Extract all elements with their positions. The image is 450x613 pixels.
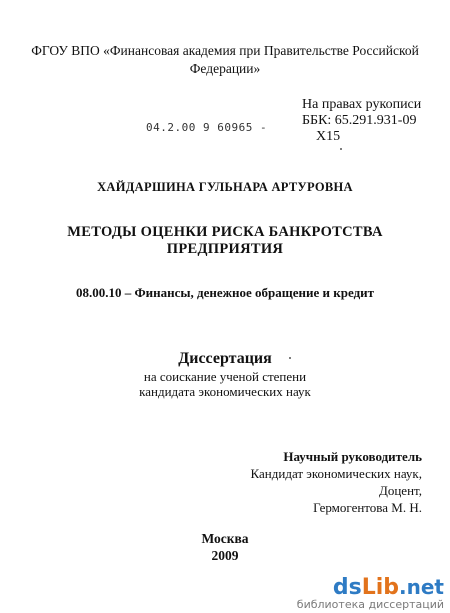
- supervisor-degree: Кандидат экономических наук,: [250, 466, 422, 481]
- scan-speck: [289, 357, 291, 359]
- archive-stamp: 04.2.00 9 60965 -: [146, 121, 268, 134]
- supervisor-heading: Научный руководитель: [283, 449, 422, 464]
- degree-line-1: на соискание ученой степени: [143, 369, 307, 384]
- dissertation-heading: Диссертация: [178, 350, 272, 367]
- city: Москва: [201, 531, 249, 546]
- watermark-subtitle: библиотека диссертаций: [296, 598, 444, 611]
- year: 2009: [211, 548, 239, 563]
- watermark-dslib: [297, 576, 444, 611]
- organization-line-2: Федерации»: [189, 61, 261, 76]
- scan-speck: [340, 148, 342, 150]
- bbk-code: ББК: 65.291.931-09: [302, 113, 417, 128]
- rights-block: [302, 97, 421, 145]
- organization-line-1: ФГОУ ВПО «Финансовая академия при Правительстве Российской: [31, 43, 419, 58]
- title-line-2: ПРЕДПРИЯТИЯ: [166, 241, 284, 257]
- specialty-code: 08.00.10 – Финансы, денежное обращение и кредит: [75, 285, 375, 300]
- supervisor-name: Гермогентова М. Н.: [313, 500, 422, 515]
- logo-lib: Lib: [361, 575, 400, 600]
- degree-line-2: кандидата экономических наук: [139, 384, 311, 399]
- place-and-year: [0, 530, 450, 564]
- supervisor-rank: Доцент,: [378, 483, 422, 498]
- dissertation-title: [0, 224, 450, 258]
- logo-ds: ds: [332, 575, 362, 600]
- author-mark: Х15: [316, 129, 341, 144]
- rights-line-1: На правах рукописи: [302, 97, 422, 112]
- logo-net: .net: [399, 575, 444, 599]
- author-name: ХАЙДАРШИНА ГУЛЬНАРА АРТУРОВНА: [97, 180, 353, 194]
- supervisor-block: [251, 448, 422, 516]
- title-line-1: МЕТОДЫ ОЦЕНКИ РИСКА БАНКРОТСТВА: [67, 224, 383, 240]
- organization-header: [0, 42, 450, 78]
- watermark-logo: [297, 576, 444, 599]
- dissertation-degree: [0, 369, 450, 399]
